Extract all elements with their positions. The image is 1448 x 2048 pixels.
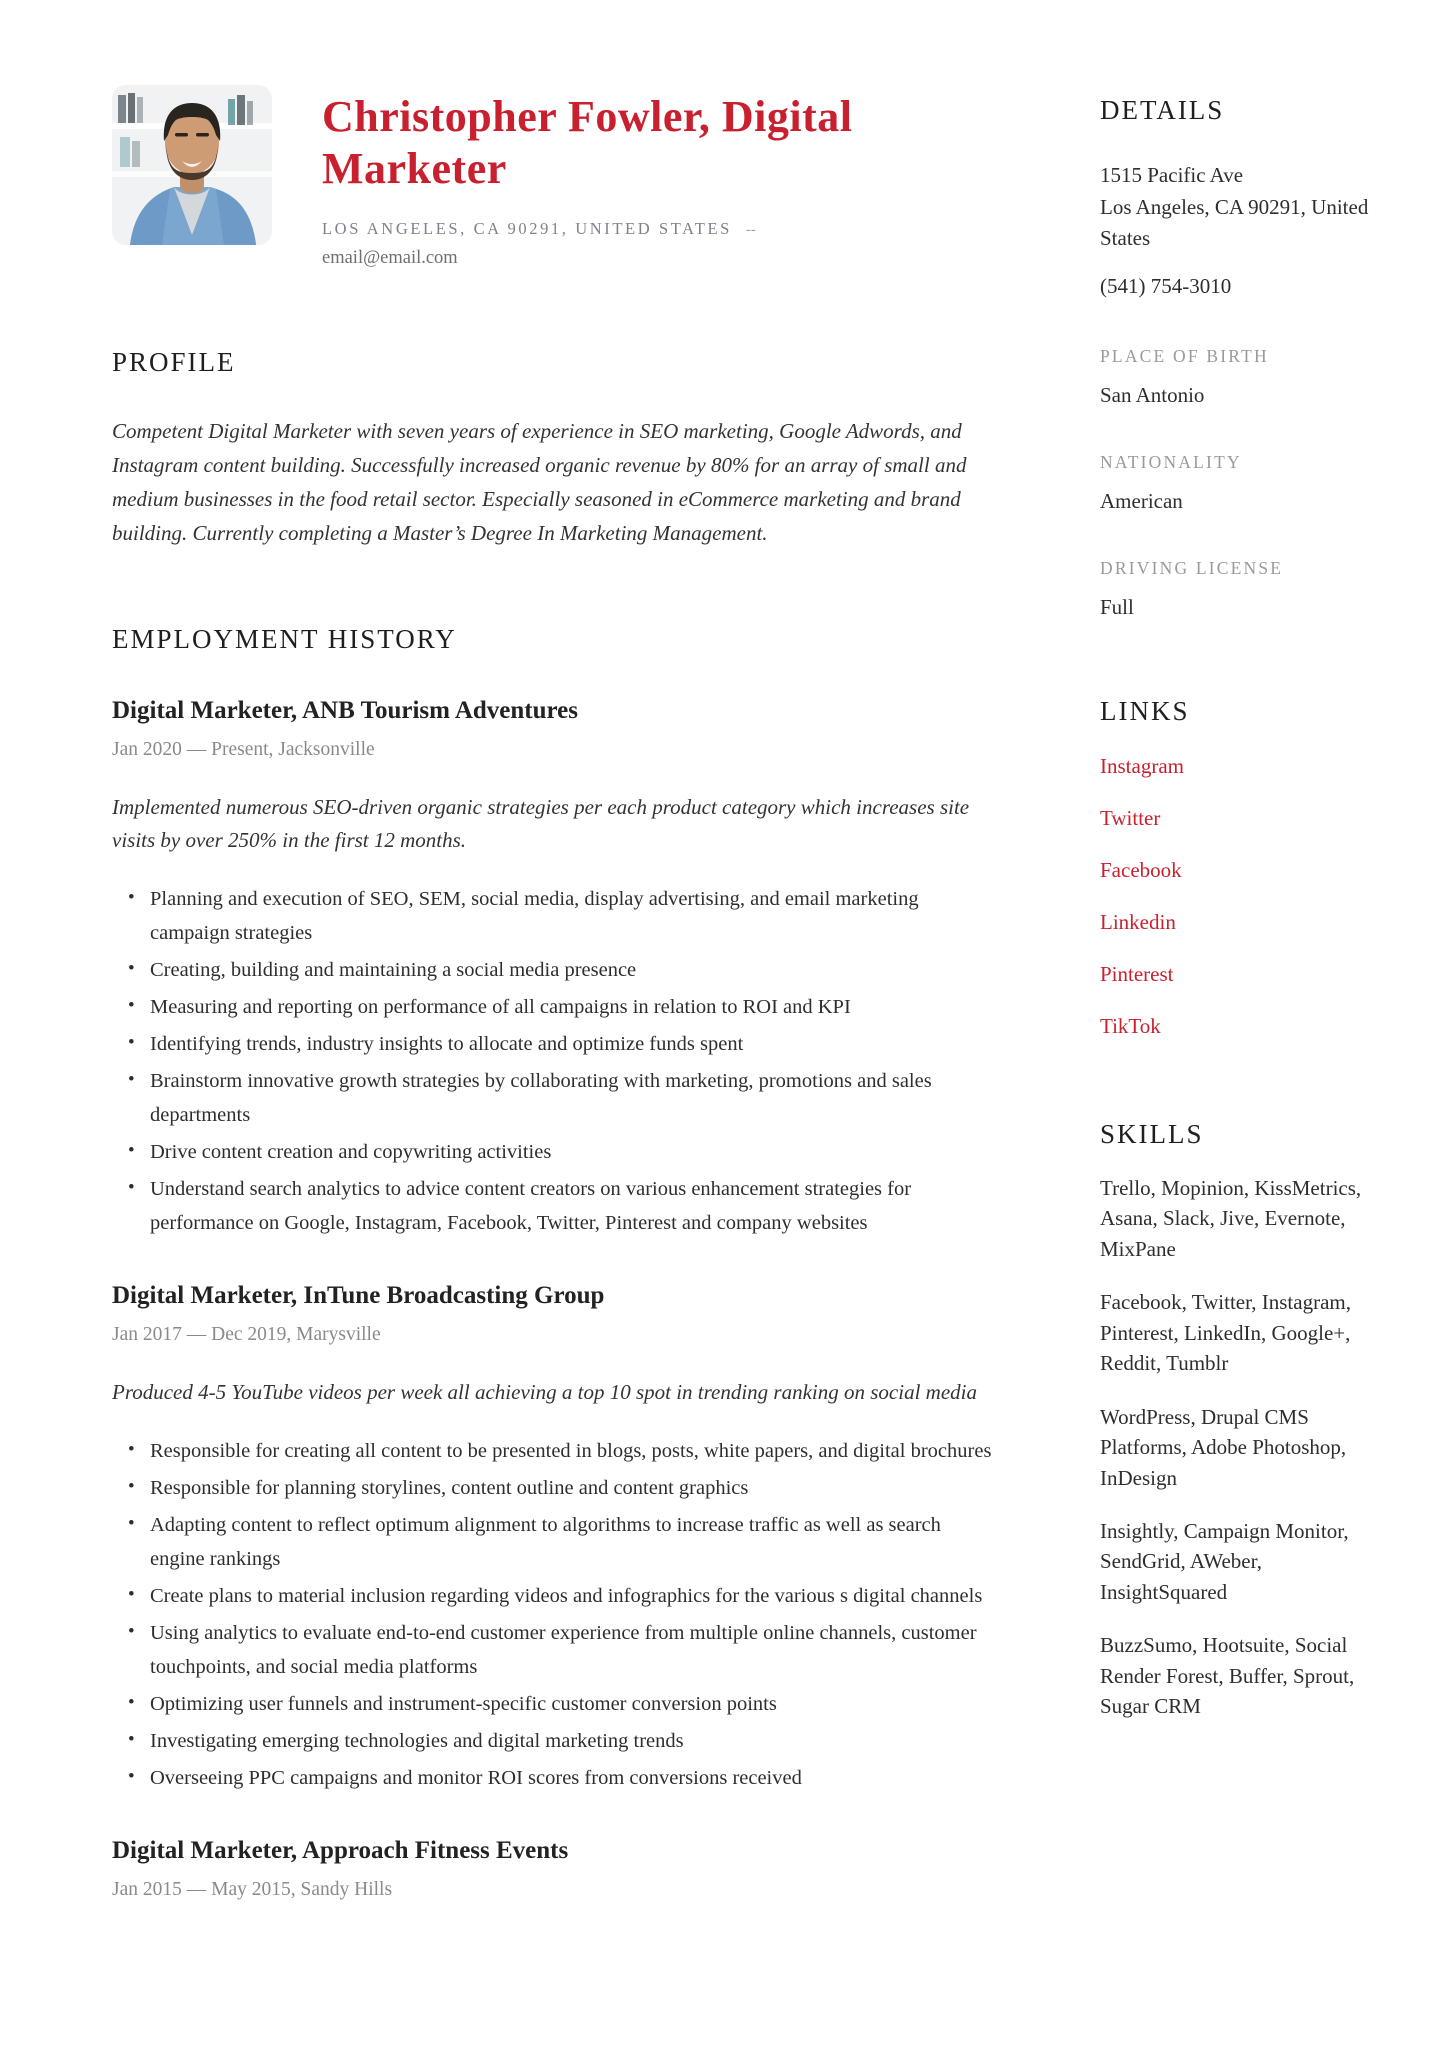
field-value-place-of-birth: San Antonio [1100,383,1205,407]
skill-group: Facebook, Twitter, Instagram, Pinterest, LinkedIn, Google+, Reddit, Tumblr [1100,1290,1351,1376]
email-link[interactable]: email@email.com [322,247,458,268]
details-heading: DETAILS [1100,95,1225,125]
job-bullet: • Responsible for planning storylines, content outline and content graphics [112,1471,1000,1505]
employment-heading: EMPLOYMENT HISTORY [112,623,457,654]
location-text: LOS ANGELES, CA 90291, UNITED STATES [322,218,732,238]
job-summary: Implemented numerous SEO-driven organic strategies per each product category which increases site visits by over 250% in the first 12 months. [112,794,970,853]
skills-section [1100,1119,1390,1722]
link-instagram[interactable]: Instagram [1100,754,1184,778]
job-bullet: • Using analytics to evaluate end-to-end customer experience from multiple online channels, customer touchpoints, and social media platforms [112,1616,1000,1684]
job-bullet: • Responsible for creating all content to be presented in blogs, posts, white papers, and digital brochures [112,1434,1000,1468]
profile-photo-illustration [112,85,272,245]
job-date: Jan 2015 — May 2015, Sandy Hills [112,1878,393,1900]
job-entry [112,1837,1000,1901]
job-bullet: • Planning and execution of SEO, SEM, social media, display advertising, and email marketing campaign strategies [112,882,1000,950]
job-summary: Produced 4-5 YouTube videos per week all achieving a top 10 spot in trending ranking on social media [112,1380,977,1405]
job-title: Digital Marketer, ANB Tourism Adventures [112,696,578,724]
skill-group: BuzzSumo, Hootsuite, Social Render Forest, Buffer, Sprout, Sugar CRM [1100,1633,1355,1719]
link-linkedin[interactable]: Linkedin [1100,910,1176,934]
job-bullet-list [112,1434,1000,1795]
job-bullet: • Overseeing PPC campaigns and monitor ROI scores from conversions received [112,1761,1000,1795]
job-bullet: • Optimizing user funnels and instrument-specific customer conversion points [112,1687,1000,1721]
link-pinterest[interactable]: Pinterest [1100,962,1174,986]
skill-group: WordPress, Drupal CMS Platforms, Adobe Photoshop, InDesign [1100,1404,1347,1490]
phone-number: (541) 754-3010 [1100,273,1232,298]
field-label-place-of-birth: PLACE OF BIRTH [1100,346,1269,366]
link-twitter[interactable]: Twitter [1100,806,1161,830]
skill-group: Trello, Mopinion, KissMetrics, Asana, Slack, Jive, Evernote, MixPane [1100,1176,1362,1261]
location-line [322,219,1002,239]
skills-heading: SKILLS [1100,1119,1204,1149]
skills-list [1100,1173,1390,1722]
field-value-nationality: American [1100,489,1183,513]
job-bullet: • Measuring and reporting on performance of all campaigns in relation to ROI and KPI [112,990,1000,1024]
field-label-driving-license: DRIVING LICENSE [1100,558,1284,578]
links-section [1100,696,1390,1039]
field-value-driving-license: Full [1100,595,1134,619]
employment-section [112,624,1000,1901]
profile-section [112,347,1000,550]
link-tiktok[interactable]: TikTok [1100,1014,1161,1038]
profile-text: Competent Digital Marketer with seven years of experience in SEO marketing, Google Adwords, and Instagram content building. Successfully increased organic revenue by 80% for an array of small and medium businesses in the food retail sector. Especially seasoned in eCommerce marketing and brand building. Currently completing a Master’s Degree In Marketing Management. [112,418,967,545]
job-bullet: • Create plans to material inclusion regarding videos and infographics for the various s digital channels [112,1579,1000,1613]
job-bullet: • Adapting content to reflect optimum alignment to algorithms to increase traffic as well as search engine rankings [112,1508,1000,1576]
link-facebook[interactable]: Facebook [1100,858,1182,882]
profile-photo [112,85,272,245]
skill-group: Insightly, Campaign Monitor, SendGrid, AWeber, InsightSquared [1100,1518,1349,1604]
resume-header [112,0,1000,269]
profile-heading: PROFILE [112,346,236,377]
job-bullet: • Understand search analytics to advice content creators on various enhancement strategies for performance on Google, Instagram, Facebook, Twitter, Pinterest and company websites [112,1172,1000,1240]
details-section [1100,95,1390,620]
location-separator: -- [745,221,756,238]
job-title: Digital Marketer, InTune Broadcasting Group [112,1282,605,1310]
job-title: Digital Marketer, Approach Fitness Events [112,1836,569,1864]
job-entry [112,1282,1000,1795]
address-line-2: Los Angeles, CA 90291, United States [1100,194,1369,250]
job-entry [112,697,1000,1240]
job-date: Jan 2017 — Dec 2019, Marysville [112,1324,381,1346]
job-bullet: • Investigating emerging technologies and digital marketing trends [112,1724,1000,1758]
links-heading: LINKS [1100,696,1190,726]
field-label-nationality: NATIONALITY [1100,452,1242,472]
address-line-1: 1515 Pacific Ave [1100,163,1244,187]
job-bullet: • Brainstorm innovative growth strategies by collaborating with marketing, promotions and sales departments [112,1064,1000,1132]
candidate-name: Christopher Fowler, Digital Marketer [322,92,853,193]
job-date: Jan 2020 — Present, Jacksonville [112,738,375,760]
job-bullet-list [112,882,1000,1240]
sidebar [1100,0,1390,2048]
job-bullet: • Drive content creation and copywriting activities [112,1135,1000,1169]
job-bullet: • Identifying trends, industry insights to allocate and optimize funds spent [112,1027,1000,1061]
name-block [322,85,1002,269]
job-bullet: • Creating, building and maintaining a social media presence [112,953,1000,987]
links-list [1100,754,1390,1039]
